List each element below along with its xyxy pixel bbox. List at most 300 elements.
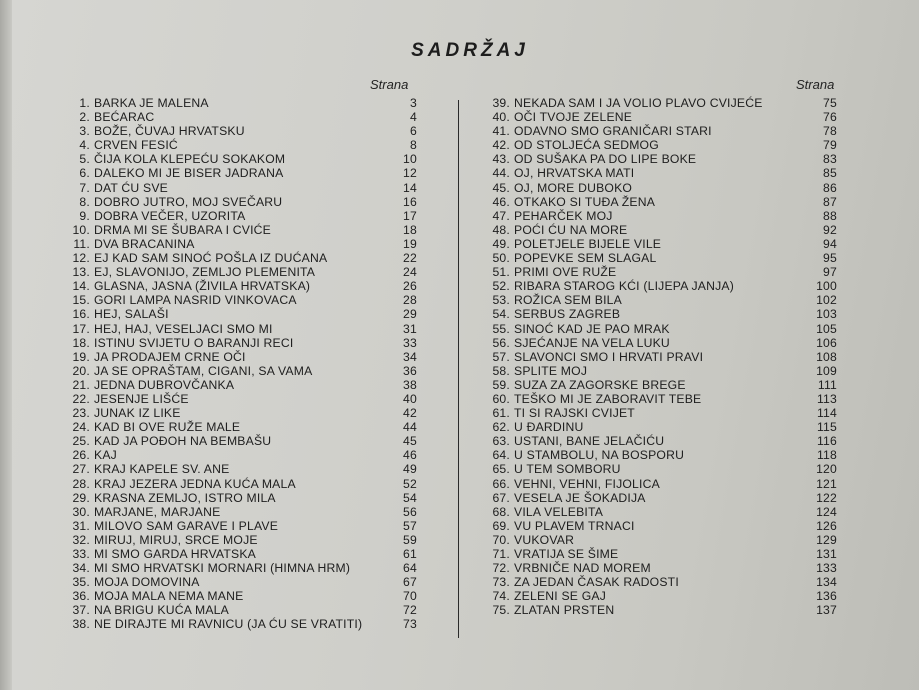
entry-page: 28 <box>403 293 417 308</box>
entry-number: 14. <box>72 279 90 294</box>
toc-entry <box>480 166 837 180</box>
toc-entry <box>480 336 837 350</box>
page-title: SADRŽAJ <box>411 40 529 61</box>
toc-entry <box>60 462 417 476</box>
entry-page: 14 <box>403 180 417 195</box>
toc-entry <box>480 392 837 406</box>
toc-entry <box>480 519 837 533</box>
toc-entry <box>60 138 417 152</box>
entry-number: 58. <box>492 363 510 378</box>
toc-entry <box>60 364 417 378</box>
entry-number: 38. <box>72 617 90 632</box>
entry-title: SINOĆ KAD JE PAO MRAK <box>514 321 670 336</box>
toc-entry <box>480 491 837 505</box>
entry-page: 26 <box>403 279 417 294</box>
entry-number: 1. <box>79 96 90 110</box>
toc-entry <box>480 561 837 575</box>
entry-page: 16 <box>403 194 417 209</box>
toc-entry <box>60 448 417 462</box>
entry-number: 31. <box>72 518 90 533</box>
entry-number: 52. <box>492 279 510 294</box>
entry-title: MIRUJ, MIRUJ, SRCE MOJE <box>94 532 258 547</box>
entry-title: DOBRO JUTRO, MOJ SVEČARU <box>94 194 283 209</box>
entry-number: 47. <box>492 208 510 223</box>
entry-title: ZA JEDAN ČASAK RADOSTI <box>514 575 679 590</box>
entry-number: 32. <box>72 532 90 547</box>
toc-entry <box>60 505 417 519</box>
entry-title: TI SI RAJSKI CVIJET <box>514 406 635 421</box>
entry-page: 70 <box>403 589 417 604</box>
entry-number: 11. <box>73 236 90 251</box>
entry-title: JA PRODAJEM CRNE OČI <box>94 349 246 364</box>
toc-entry <box>480 350 837 364</box>
entry-number: 41. <box>492 124 510 139</box>
entry-title: VILA VELEBITA <box>514 504 604 519</box>
toc-entry <box>60 378 417 392</box>
entry-number: 65. <box>492 462 510 477</box>
entry-page: 95 <box>823 251 837 266</box>
entry-title: KRAJ KAPELE SV. ANE <box>94 462 230 477</box>
toc-entry <box>60 350 417 364</box>
entry-page: 64 <box>403 561 417 576</box>
entry-title: JUNAK IZ LIKE <box>94 406 181 421</box>
entry-page: 67 <box>403 575 417 590</box>
entry-number: 17. <box>72 321 90 336</box>
entry-page: 18 <box>403 222 417 237</box>
entry-title: KAD BI OVE RUŽE MALE <box>94 420 241 435</box>
entry-page: 29 <box>403 307 417 322</box>
entry-number: 26. <box>72 448 90 463</box>
entry-page: 3 <box>410 96 417 110</box>
entry-page: 4 <box>410 110 417 125</box>
toc-entry <box>60 617 417 631</box>
entry-page: 42 <box>403 406 417 421</box>
entry-page: 133 <box>816 561 837 576</box>
entry-page: 33 <box>403 335 417 350</box>
entry-title: SJEĆANJE NA VELA LUKU <box>514 335 670 350</box>
toc-entry <box>60 195 417 209</box>
entry-page: 61 <box>403 547 417 561</box>
entry-number: 64. <box>492 448 510 463</box>
entry-number: 72. <box>492 561 510 576</box>
toc-entry <box>480 293 837 307</box>
toc-entry <box>60 96 417 110</box>
entry-title: GLASNA, JASNA (ŽIVILA HRVATSKA) <box>94 279 311 294</box>
entry-page: 122 <box>816 490 837 505</box>
entry-page: 8 <box>410 138 417 153</box>
entry-title: OČI TVOJE ZELENE <box>514 110 633 125</box>
entry-number: 40. <box>492 110 510 125</box>
entry-title: DRMA MI SE ŠUBARA I CVIĆE <box>94 222 272 237</box>
entry-page: 59 <box>403 532 417 547</box>
toc-entry <box>480 138 837 152</box>
entry-number: 20. <box>72 363 90 378</box>
entry-title: OD STOLJEĆA SEDMOG <box>514 138 659 153</box>
entry-page: 57 <box>403 518 417 533</box>
entry-number: 43. <box>492 152 510 167</box>
entry-title: PEHARČEK MOJ <box>514 208 613 223</box>
entry-title: DAT ĆU SVE <box>94 180 169 195</box>
entry-title: MOJA MALA NEMA MANE <box>94 589 244 604</box>
entry-number: 19. <box>72 349 90 364</box>
entry-number: 15. <box>72 293 90 308</box>
entry-number: 37. <box>72 603 90 618</box>
entry-title: BOŽE, ČUVAJ HRVATSKU <box>94 124 245 139</box>
entry-title: JA SE OPRAŠTAM, CIGANI, SA VAMA <box>94 363 313 378</box>
toc-entry <box>60 575 417 589</box>
toc-entry <box>60 491 417 505</box>
entry-title: MILOVO SAM GARAVE I PLAVE <box>94 518 279 533</box>
entry-number: 9. <box>79 208 90 223</box>
entry-page: 49 <box>403 462 417 477</box>
toc-entry <box>480 251 837 265</box>
entry-title: BEĆARAC <box>94 110 155 125</box>
toc-entry <box>480 406 837 420</box>
entry-page: 36 <box>403 363 417 378</box>
toc-entry <box>480 181 837 195</box>
toc-entry <box>480 209 837 223</box>
entry-number: 74. <box>492 589 510 604</box>
toc-entry <box>60 420 417 434</box>
entry-page: 116 <box>816 434 837 449</box>
entry-number: 4. <box>79 138 90 153</box>
entry-number: 23. <box>72 406 90 421</box>
entry-page: 86 <box>823 180 837 195</box>
entry-page: 83 <box>823 152 837 167</box>
entry-title: BARKA JE MALENA <box>94 96 209 110</box>
entry-page: 12 <box>403 166 417 181</box>
entry-number: 66. <box>492 476 510 491</box>
entry-number: 39. <box>492 96 510 110</box>
entry-title: VEHNI, VEHNI, FIJOLICA <box>514 476 660 491</box>
entry-page: 114 <box>816 406 837 421</box>
entry-page: 129 <box>816 532 837 547</box>
entry-title: CRVEN FESIĆ <box>94 138 178 153</box>
entry-page: 73 <box>403 617 417 632</box>
entry-page: 44 <box>403 420 417 435</box>
toc-entry <box>480 237 837 251</box>
entry-title: VESELA JE ŠOKADIJA <box>514 490 646 505</box>
entry-title: VUKOVAR <box>514 532 575 547</box>
toc-entry <box>480 547 837 561</box>
entry-title: MOJA DOMOVINA <box>94 575 200 590</box>
entry-page: 6 <box>410 124 417 139</box>
entry-number: 36. <box>72 589 90 604</box>
entry-page: 92 <box>823 222 837 237</box>
entry-page: 52 <box>403 476 417 491</box>
toc-entry <box>60 477 417 491</box>
entry-title: ZLATAN PRSTEN <box>514 603 615 618</box>
entry-page: 75 <box>823 96 837 110</box>
entry-number: 25. <box>72 434 90 449</box>
entry-title: NEKADA SAM I JA VOLIO PLAVO CVIJEĆE <box>514 96 763 110</box>
entry-title: KRASNA ZEMLJO, ISTRO MILA <box>94 490 276 505</box>
entry-number: 16. <box>72 307 90 322</box>
entry-number: 67. <box>492 490 510 505</box>
entry-number: 68. <box>492 504 510 519</box>
entry-page: 85 <box>823 166 837 181</box>
toc-entry <box>60 181 417 195</box>
toc-entry <box>60 589 417 603</box>
left-page-header: Strana <box>370 77 409 92</box>
entry-number: 10. <box>72 222 90 237</box>
entry-page: 97 <box>823 265 837 280</box>
entry-number: 35. <box>72 575 90 590</box>
entry-number: 50. <box>492 251 510 266</box>
entry-number: 6. <box>79 166 90 181</box>
entry-page: 121 <box>816 476 837 491</box>
entry-number: 42. <box>492 138 510 153</box>
entry-page: 113 <box>816 391 837 406</box>
entry-page: 87 <box>823 194 837 209</box>
entry-page: 136 <box>816 589 837 604</box>
entry-number: 27. <box>72 462 90 477</box>
entry-title: DVA BRACANINA <box>94 236 195 251</box>
toc-entry <box>60 152 417 166</box>
toc-entry <box>480 195 837 209</box>
toc-entry <box>60 124 417 138</box>
entry-title: JESENJE LIŠĆE <box>94 391 189 406</box>
entry-title: HEJ, SALAŠI <box>94 307 169 322</box>
entry-title: KAJ <box>94 448 117 463</box>
entry-title: OJ, HRVATSKA MATI <box>514 166 635 181</box>
toc-entry <box>480 477 837 491</box>
entry-title: JEDNA DUBROVČANKA <box>94 377 235 392</box>
toc-entry <box>480 223 837 237</box>
entry-title: U STAMBOLU, NA BOSPORU <box>514 448 685 463</box>
entry-title: VRBNIČE NAD MOREM <box>514 561 651 576</box>
toc-entry <box>480 110 837 124</box>
entry-page: 124 <box>816 504 837 519</box>
toc-entry <box>60 279 417 293</box>
entry-title: OD SUŠAKA PA DO LIPE BOKE <box>514 152 697 167</box>
entry-page: 19 <box>403 236 417 251</box>
entry-page: 115 <box>816 420 837 435</box>
toc-entry <box>60 561 417 575</box>
toc-entry <box>480 378 837 392</box>
entry-page: 56 <box>403 504 417 519</box>
entry-title: SERBUS ZAGREB <box>514 307 621 322</box>
entry-number: 51. <box>492 265 510 280</box>
entry-number: 63. <box>492 434 510 449</box>
right-page-header: Strana <box>796 77 835 92</box>
toc-entry <box>480 152 837 166</box>
entry-number: 45. <box>492 180 510 195</box>
entry-number: 55. <box>492 321 510 336</box>
entry-page: 38 <box>403 377 417 392</box>
toc-entry <box>480 589 837 603</box>
entry-number: 12. <box>72 251 90 266</box>
entry-page: 131 <box>816 547 837 561</box>
entry-number: 7. <box>79 180 90 195</box>
toc-entry <box>480 603 837 617</box>
entry-number: 73. <box>492 575 510 590</box>
entry-number: 62. <box>492 420 510 435</box>
toc-entry <box>60 547 417 561</box>
entry-title: OTKAKO SI TUĐA ŽENA <box>514 194 656 209</box>
entry-title: MI SMO GARDA HRVATSKA <box>94 547 256 561</box>
entry-page: 31 <box>403 321 417 336</box>
entry-page: 46 <box>403 448 417 463</box>
entry-title: VU PLAVEM TRNACI <box>514 518 635 533</box>
entry-title: ČIJA KOLA KLEPEĆU SOKAKOM <box>94 152 286 167</box>
entry-page: 105 <box>816 321 837 336</box>
entry-title: RIBARA STAROG KĆI (LIJEPA JANJA) <box>514 279 734 294</box>
entry-number: 8. <box>79 194 90 209</box>
entry-title: TEŠKO MI JE ZABORAVIT TEBE <box>514 391 702 406</box>
toc-entry <box>60 166 417 180</box>
entry-title: POPEVKE SEM SLAGAL <box>514 251 657 266</box>
entry-number: 46. <box>492 194 510 209</box>
column-divider <box>458 100 459 638</box>
toc-entry <box>60 307 417 321</box>
entry-page: 118 <box>816 448 837 463</box>
entry-page: 45 <box>403 434 417 449</box>
toc-right-column <box>480 96 837 617</box>
entry-number: 3. <box>79 124 90 139</box>
entry-page: 102 <box>816 293 837 308</box>
entry-number: 44. <box>492 166 510 181</box>
entry-page: 34 <box>403 349 417 364</box>
entry-title: VRATIJA SE ŠIME <box>514 547 619 561</box>
toc-entry <box>480 96 837 110</box>
entry-page: 88 <box>823 208 837 223</box>
entry-page: 22 <box>403 251 417 266</box>
toc-entry <box>480 364 837 378</box>
entry-title: ZELENI SE GAJ <box>514 589 607 604</box>
entry-number: 75. <box>492 603 510 618</box>
entry-title: MI SMO HRVATSKI MORNARI (HIMNA HRM) <box>94 561 351 576</box>
entry-number: 5. <box>79 152 90 167</box>
entry-page: 24 <box>403 265 417 280</box>
entry-page: 106 <box>816 335 837 350</box>
entry-number: 18. <box>72 335 90 350</box>
entry-title: SPLITE MOJ <box>514 363 588 378</box>
toc-entry <box>60 251 417 265</box>
toc-entry <box>60 603 417 617</box>
toc-entry <box>60 209 417 223</box>
entry-page: 100 <box>816 279 837 294</box>
entry-number: 21. <box>72 377 90 392</box>
entry-title: POĆI ĆU NA MORE <box>514 222 628 237</box>
toc-entry <box>60 237 417 251</box>
entry-title: PRIMI OVE RUŽE <box>514 265 617 280</box>
toc-entry <box>480 448 837 462</box>
entry-number: 60. <box>492 391 510 406</box>
toc-entry <box>60 336 417 350</box>
entry-title: U TEM SOMBORU <box>514 462 621 477</box>
entry-title: MARJANE, MARJANE <box>94 504 221 519</box>
toc-entry <box>480 124 837 138</box>
entry-page: 79 <box>823 138 837 153</box>
entry-title: SLAVONCI SMO I HRVATI PRAVI <box>514 349 704 364</box>
entry-title: SUZA ZA ZAGORSKE BREGE <box>514 377 686 392</box>
toc-entry <box>480 434 837 448</box>
entry-number: 59. <box>492 377 510 392</box>
entry-number: 29. <box>72 490 90 505</box>
toc-entry <box>60 293 417 307</box>
entry-page: 108 <box>816 349 837 364</box>
entry-number: 57. <box>492 349 510 364</box>
entry-title: GORI LAMPA NASRID VINKOVACA <box>94 293 297 308</box>
toc-entry <box>60 223 417 237</box>
entry-title: EJ KAD SAM SINOĆ POŠLA IZ DUĆANA <box>94 251 328 266</box>
entry-number: 69. <box>492 518 510 533</box>
entry-title: POLETJELE BIJELE VILE <box>514 236 662 251</box>
toc-entry <box>480 307 837 321</box>
entry-number: 24. <box>72 420 90 435</box>
entry-number: 33. <box>72 547 90 561</box>
entry-title: NA BRIGU KUĆA MALA <box>94 603 229 618</box>
toc-entry <box>480 265 837 279</box>
toc-entry <box>60 265 417 279</box>
entry-number: 56. <box>492 335 510 350</box>
toc-entry <box>60 519 417 533</box>
entry-page: 126 <box>816 518 837 533</box>
toc-entry <box>480 322 837 336</box>
entry-page: 72 <box>403 603 417 618</box>
toc-entry <box>480 420 837 434</box>
toc-entry <box>60 322 417 336</box>
entry-number: 30. <box>72 504 90 519</box>
entry-page: 111 <box>817 377 837 392</box>
entry-title: ODAVNO SMO GRANIČARI STARI <box>514 124 712 139</box>
toc-entry <box>60 434 417 448</box>
entry-number: 61. <box>492 406 510 421</box>
entry-title: HEJ, HAJ, VESELJACI SMO MI <box>94 321 273 336</box>
toc-entry <box>60 533 417 547</box>
entry-title: ISTINU SVIJETU O BARANJI RECI <box>94 335 294 350</box>
entry-number: 13. <box>72 265 90 280</box>
entry-title: ROŽICA SEM BILA <box>514 293 622 308</box>
entry-page: 76 <box>823 110 837 125</box>
toc-left-column <box>60 96 417 632</box>
entry-title: DOBRA VEČER, UZORITA <box>94 208 246 223</box>
entry-title: EJ, SLAVONIJO, ZEMLJO PLEMENITA <box>94 265 316 280</box>
toc-entry <box>480 575 837 589</box>
entry-page: 120 <box>816 462 837 477</box>
entry-number: 70. <box>492 532 510 547</box>
entry-title: KRAJ JEZERA JEDNA KUĆA MALA <box>94 476 296 491</box>
entry-title: OJ, MORE DUBOKO <box>514 180 633 195</box>
entry-title: NE DIRAJTE MI RAVNICU (JA ĆU SE VRATITI) <box>94 617 363 632</box>
entry-page: 137 <box>816 603 837 618</box>
entry-page: 94 <box>823 236 837 251</box>
entry-title: DALEKO MI JE BISER JADRANA <box>94 166 284 181</box>
entry-title: USTANI, BANE JELAČIĆU <box>514 434 665 449</box>
page-edge <box>0 0 12 690</box>
entry-number: 48. <box>492 222 510 237</box>
entry-page: 134 <box>816 575 837 590</box>
toc-entry <box>60 406 417 420</box>
toc-entry <box>60 110 417 124</box>
entry-page: 40 <box>403 391 417 406</box>
entry-number: 34. <box>72 561 90 576</box>
entry-number: 22. <box>72 391 90 406</box>
entry-number: 53. <box>492 293 510 308</box>
entry-title: KAD JA POĐOH NA BEMBAŠU <box>94 434 272 449</box>
entry-page: 54 <box>403 490 417 505</box>
entry-number: 49. <box>492 236 510 251</box>
entry-page: 10 <box>403 152 417 167</box>
entry-page: 103 <box>816 307 837 322</box>
entry-number: 28. <box>72 476 90 491</box>
entry-number: 2. <box>79 110 90 125</box>
toc-entry <box>480 533 837 547</box>
toc-entry <box>480 505 837 519</box>
toc-entry <box>480 279 837 293</box>
entry-page: 17 <box>403 208 417 223</box>
